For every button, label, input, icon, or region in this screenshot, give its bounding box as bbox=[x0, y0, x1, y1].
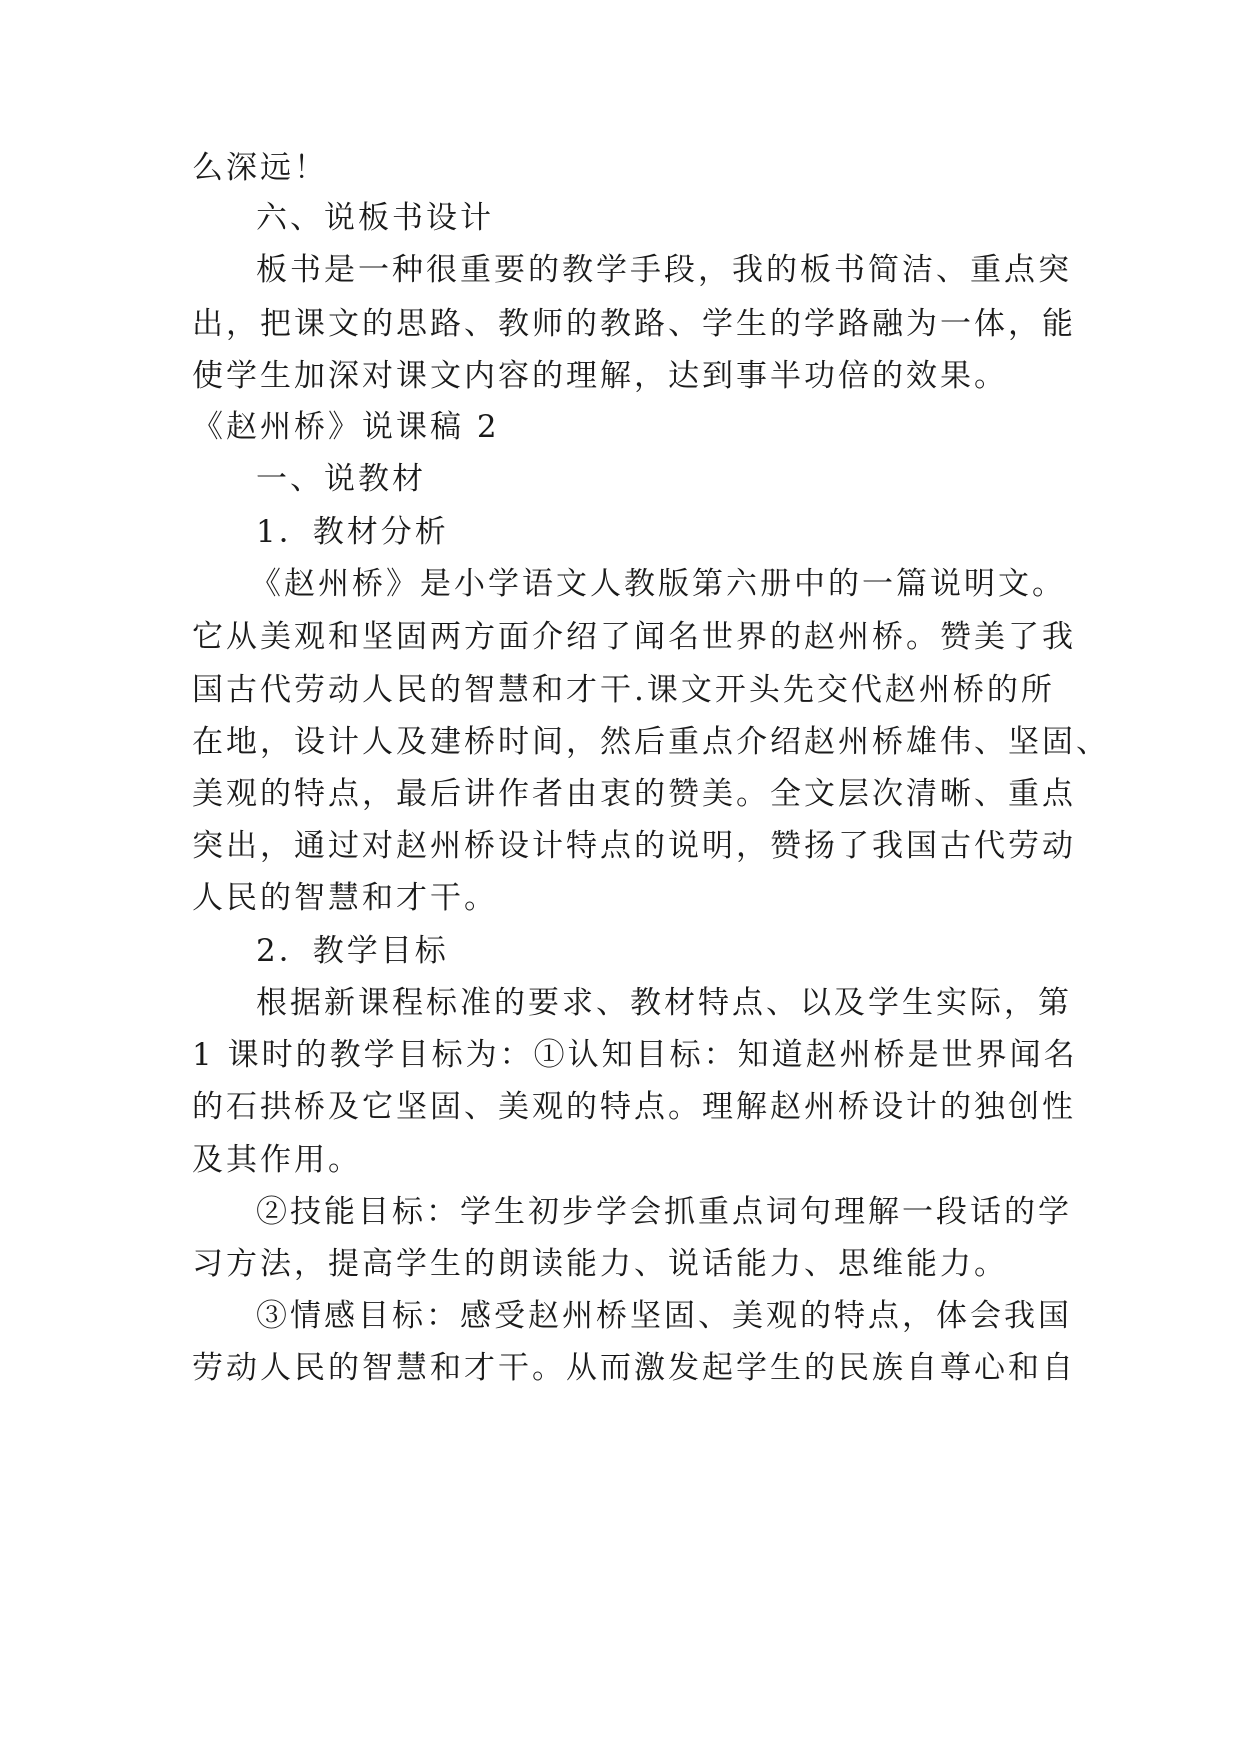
subsection-heading: 2．教学目标 bbox=[256, 933, 449, 969]
text-line: 突出，通过对赵州桥设计特点的说明，赞扬了我国古代劳动 bbox=[192, 828, 1076, 864]
document-title: 《赵州桥》说课稿 2 bbox=[192, 409, 500, 445]
text-line: 及其作用。 bbox=[192, 1142, 362, 1178]
text-line: 人民的智慧和才干。 bbox=[192, 880, 498, 916]
text-line: 的石拱桥及它坚固、美观的特点。理解赵州桥设计的独创性 bbox=[192, 1089, 1076, 1125]
text-line: 美观的特点，最后讲作者由衷的赞美。全文层次清晰、重点 bbox=[192, 776, 1076, 812]
text-line: 板书是一种很重要的教学手段，我的板书简洁、重点突 bbox=[256, 252, 1072, 288]
text-line: 它从美观和坚固两方面介绍了闻名世界的赵州桥。赞美了我 bbox=[192, 619, 1076, 655]
section-heading: 六、说板书设计 bbox=[256, 200, 494, 236]
text-line: ③情感目标：感受赵州桥坚固、美观的特点，体会我国 bbox=[256, 1298, 1072, 1334]
text-line: 在地，设计人及建桥时间，然后重点介绍赵州桥雄伟、坚固、 bbox=[192, 724, 1110, 760]
text-line: 习方法，提高学生的朗读能力、说话能力、思维能力。 bbox=[192, 1246, 1008, 1282]
text-line: 么深远！ bbox=[192, 150, 328, 186]
text-line: 1 课时的教学目标为：①认知目标：知道赵州桥是世界闻名 bbox=[192, 1037, 1078, 1073]
section-heading: 一、说教材 bbox=[256, 461, 426, 497]
text-line: 根据新课程标准的要求、教材特点、以及学生实际，第 bbox=[256, 985, 1072, 1021]
text-line: 出，把课文的思路、教师的教路、学生的学路融为一体，能 bbox=[192, 306, 1076, 342]
text-line: 《赵州桥》是小学语文人教版第六册中的一篇说明文。 bbox=[250, 566, 1066, 602]
subsection-heading: 1．教材分析 bbox=[256, 514, 449, 550]
text-line: 劳动人民的智慧和才干。从而激发起学生的民族自尊心和自 bbox=[192, 1350, 1076, 1386]
text-line: ②技能目标：学生初步学会抓重点词句理解一段话的学 bbox=[256, 1194, 1072, 1230]
text-line: 使学生加深对课文内容的理解，达到事半功倍的效果。 bbox=[192, 358, 1008, 394]
text-line: 国古代劳动人民的智慧和才干.课文开头先交代赵州桥的所 bbox=[192, 672, 1055, 708]
